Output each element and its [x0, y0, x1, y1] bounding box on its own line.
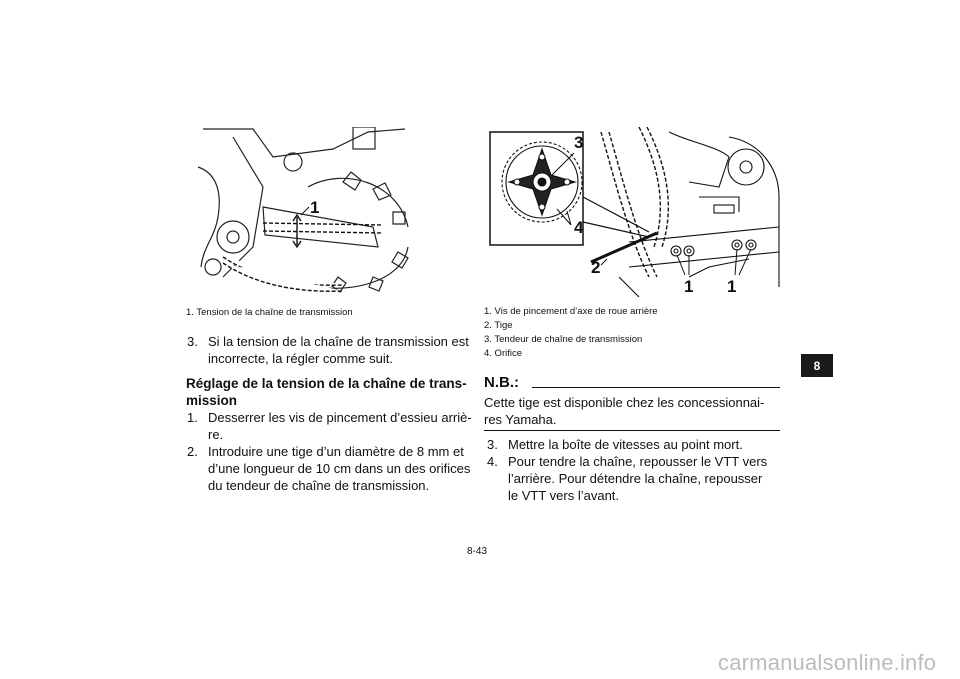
step-text-line2: incorrecte, la régler comme suit.: [208, 351, 393, 366]
step-text-line1: Si la tension de la chaîne de transmission est: [208, 334, 469, 349]
step-1-loosen-bolts: [187, 409, 472, 443]
step-3-neutral: [484, 436, 784, 453]
figure-callout-4: 4: [574, 218, 584, 237]
figure-callout-1a: 1: [684, 277, 694, 296]
note-bottom-rule: [484, 430, 780, 431]
step-text-line3: du tendeur de chaîne de transmission.: [208, 478, 430, 493]
step-3-check-tension: [187, 333, 467, 367]
step-number: 2.: [187, 444, 198, 459]
note-text-line2: res Yamaha.: [484, 412, 557, 427]
figure-callout-3: 3: [574, 133, 584, 152]
note-title: N.B.:: [484, 374, 519, 391]
right-figure-captions: [484, 305, 658, 361]
left-figure-caption: 1. Tension de la chaîne de transmission: [186, 307, 353, 318]
note-text-line1: Cette tige est disponible chez les concessionnai-: [484, 395, 765, 410]
step-text-line1: Pour tendre la chaîne, repousser le VTT vers: [508, 454, 768, 469]
step-2-insert-rod: [187, 443, 471, 494]
section-heading-line2: mission: [186, 393, 238, 408]
step-text-line1: Desserrer les vis de pincement d’essieu arriè-: [208, 410, 472, 425]
figure-callout-2: 2: [591, 258, 601, 277]
chapter-tab[interactable]: 8: [801, 354, 833, 377]
step-number: 4.: [487, 454, 498, 469]
step-text-line2: d’une longueur de 10 cm dans un des orifices: [208, 461, 471, 476]
step-text-line2: l’arrière. Pour détendre la chaîne, repousser: [508, 471, 763, 486]
step-text-line1: Introduire une tige d’un diamètre de 8 mm et: [208, 444, 464, 459]
figure-callout-1: 1: [310, 198, 320, 217]
step-number: 3.: [187, 334, 198, 349]
site-watermark[interactable]: carmanualsonline.info: [718, 650, 937, 675]
caption-item: 1. Vis de pincement d’axe de roue arrière: [484, 306, 658, 317]
caption-item: 2. Tige: [484, 320, 513, 331]
caption-item: 4. Orifice: [484, 348, 523, 359]
step-text-line2: re.: [208, 427, 224, 442]
step-number: 3.: [487, 437, 498, 452]
step-text-line1: Mettre la boîte de vitesses au point mort.: [508, 437, 743, 452]
chain-adjuster-illustration: [489, 127, 780, 297]
caption-item: 3. Tendeur de chaîne de transmission: [484, 334, 643, 345]
chain-tension-illustration: [193, 127, 413, 293]
step-4-push-atv: [484, 453, 784, 504]
page-number: 8-43: [467, 546, 488, 557]
figure-callout-1b: 1: [727, 277, 737, 296]
note-title-rule: [532, 387, 780, 388]
note-box: [484, 374, 780, 432]
section-heading-line1: Réglage de la tension de la chaîne de trans-: [186, 376, 467, 391]
step-text-line3: le VTT vers l’avant.: [508, 488, 620, 503]
step-number: 1.: [187, 410, 198, 425]
